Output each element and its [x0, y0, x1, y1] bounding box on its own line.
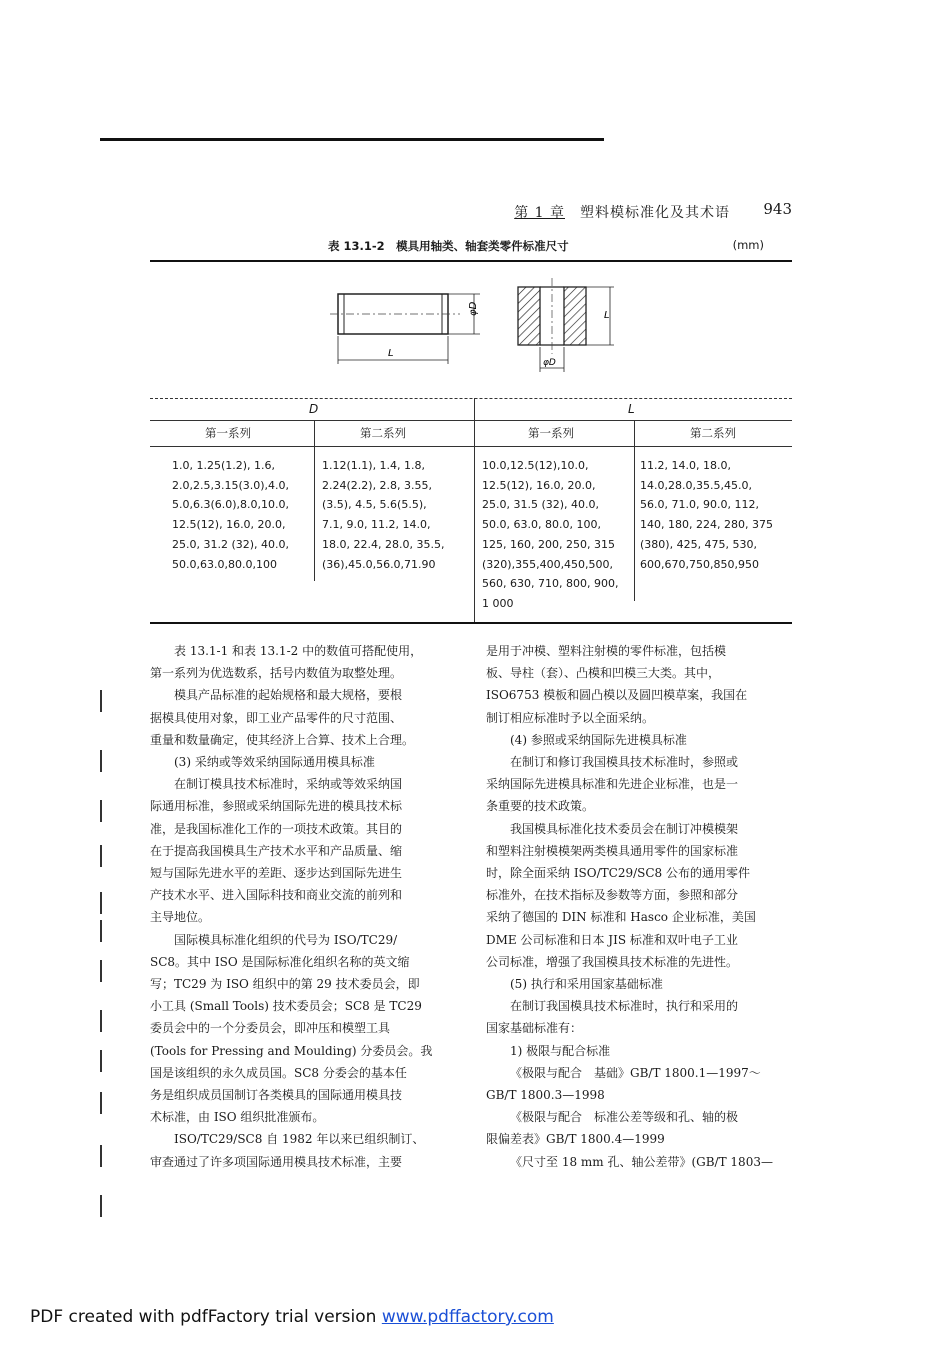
text-line: 条重要的技术政策。 — [486, 799, 595, 814]
text-line: 1) 极限与配合标准 — [510, 1043, 611, 1058]
pdf-footer — [30, 1307, 554, 1327]
header-rule — [150, 420, 792, 421]
text-line: 在制订和修订我国模具技术标准时，参照或 — [510, 755, 739, 770]
text-line: (3) 采纳或等效采纳国际通用模具标准 — [174, 755, 375, 770]
margin-change-bar — [100, 800, 102, 822]
table-unit: (mm) — [732, 238, 764, 252]
text-line: 限偏差表》GB/T 1800.4—1999 — [486, 1132, 665, 1147]
page-number: 943 — [763, 200, 792, 218]
text-line: 表 13.1-1 和表 13.1-2 中的数值可搭配使用， — [174, 644, 423, 658]
text-line: (4) 参照或采纳国际先进模具标准 — [510, 732, 687, 747]
chapter-number: 第 1 章 — [514, 205, 565, 221]
sleeve-drawing — [518, 278, 614, 372]
shaft-drawing — [330, 294, 480, 364]
text-line: 在制订我国模具技术标准时，执行和采用的 — [510, 999, 739, 1014]
text-line: 重量和数量确定，使其经济上合算、技术上合理。 — [150, 732, 415, 747]
text-line: 产技术水平、进入国际科技和商业交流的前列和 — [150, 888, 403, 903]
text-line: (5) 执行和采用国家基础标准 — [510, 977, 663, 992]
part-figure — [320, 272, 650, 377]
text-line: 是用于冲模、塑料注射模的零件标准，包括模 — [486, 644, 727, 658]
subheader-l-second: 第二系列 — [690, 426, 736, 440]
table-divider-l — [634, 421, 635, 601]
text-line: 国际模具标准化组织的代号为 ISO/TC29/ — [174, 932, 398, 947]
subheader-d-first: 第一系列 — [205, 426, 251, 440]
text-line: 《尺寸至 18 mm 孔、轴公差带》(GB/T 1803— — [510, 1154, 773, 1169]
text-line: 和塑料注射模模架两类模具通用零件的国家标准 — [486, 843, 739, 858]
margin-change-bar — [100, 690, 102, 712]
text-line: ISO6753 模板和圆凸模以及圆凹模草案，我国在 — [486, 688, 748, 703]
shaft-dia-label: φD — [468, 301, 479, 316]
sleeve-len-label: L — [604, 310, 610, 321]
text-line: 公司标准，增强了我国模具技术标准的先进性。 — [486, 954, 739, 969]
margin-change-bar — [100, 1050, 102, 1072]
margin-change-bar — [100, 1145, 102, 1167]
table-divider-d — [314, 421, 315, 581]
margin-change-bar — [100, 1010, 102, 1032]
right-text-column — [486, 640, 792, 1173]
table-top-rule — [150, 398, 792, 400]
table-cell-l-first: 10.0,12.5(12),10.0, 12.5(12), 16.0, 20.0, 25.0, 31.5 (32), 40.0, 50.0, 63.0, 80.0, 100, 125, 160, 200, 250, 315 (320),355,400,450,500, 560, 630, 710, 800, 900, 1 000 — [482, 459, 619, 610]
text-line: (Tools for Pressing and Moulding) 分委员会。我 — [150, 1043, 433, 1058]
text-line: 制订相应标准时予以全面采纳。 — [486, 710, 655, 725]
text-line: DME 公司标准和日本 JIS 标准和双叶电子工业 — [486, 932, 738, 947]
table-cell-d-first: 1.0, 1.25(1.2), 1.6, 2.0,2.5,3.15(3.0),4.0, 5.0,6.3(6.0),8.0,10.0, 12.5(12), 16.0, 20.0, 25.0, 31.2 (32), 40.0, 50.0,63.0,80.0,100 — [172, 459, 290, 571]
caption-rule — [150, 260, 792, 262]
left-text-column — [150, 640, 456, 1173]
table-cell-l-second: 11.2, 14.0, 18.0, 14.0,28.0,35.5,45.0, 56.0, 71.0, 90.0, 112, 140, 180, 224, 280, 375 (380), 425, 475, 530, 600,670,750,850,950 — [640, 459, 773, 571]
shaft-len-label: L — [388, 348, 394, 359]
text-line: SC8。其中 ISO 是国际标准化组织名称的英文缩 — [150, 954, 410, 969]
text-line: 板、导柱（套）、凸模和凹模三大类。其中， — [486, 666, 721, 681]
text-line: 采纳国际先进模具标准和先进企业标准，也是一 — [486, 777, 739, 792]
text-line: 时，除全面采纳 ISO/TC29/SC8 公布的通用零件 — [486, 866, 751, 881]
footer-link[interactable]: www.pdffactory.com — [381, 1307, 554, 1327]
margin-change-bar — [100, 892, 102, 914]
text-line: 第一系列为优选数系，括号内数值为取整处理。 — [150, 666, 403, 681]
text-line: 主导地位。 — [150, 910, 211, 925]
table-caption-text: 表 13.1-2 模具用轴类、轴套类零件标准尺寸 — [328, 239, 569, 253]
table-divider-main — [474, 398, 475, 622]
running-title — [514, 202, 730, 222]
text-line: 委员会中的一个分委员会，即冲压和模塑工具 — [150, 1021, 391, 1036]
subheader-rule — [150, 446, 792, 447]
margin-change-bar — [100, 960, 102, 982]
running-header — [150, 200, 792, 222]
text-line: 在制订模具技术标准时，采纳或等效采纳国 — [174, 777, 403, 792]
text-line: 审查通过了许多项国际通用模具技术标准，主要 — [150, 1154, 403, 1169]
text-line: 国家基础标准有： — [486, 1021, 583, 1036]
text-line: 国是该组织的永久成员国。SC8 分委会的基本任 — [150, 1065, 407, 1080]
header-D: D — [309, 402, 319, 416]
margin-change-bar — [100, 920, 102, 942]
text-line: GB/T 1800.3—1998 — [486, 1088, 605, 1103]
text-line: 短与国际先进水平的差距、逐步达到国际先进生 — [150, 866, 403, 881]
subheader-d-second: 第二系列 — [360, 426, 406, 440]
text-line: 《极限与配合 标准公差等级和孔、轴的极 — [510, 1110, 739, 1125]
table-cell-d-second: 1.12(1.1), 1.4, 1.8, 2.24(2.2), 2.8, 3.55, (3.5), 4.5, 5.6(5.5), 7.1, 9.0, 11.2, 14.0, 18.0, 22.4, 28.0, 35.5, (36),45.0,56.0,71.90 — [322, 459, 445, 571]
chapter-title: 塑料模标准化及其术语 — [580, 205, 730, 221]
text-line: 模具产品标准的起始规格和最大规格，要根 — [174, 688, 403, 703]
text-line: 在于提高我国模具生产技术水平和产品质量、缩 — [150, 843, 403, 858]
text-line: 我国模具标准化技术委员会在制订冲模模架 — [510, 821, 739, 836]
subheader-l-first: 第一系列 — [528, 426, 574, 440]
text-line: ISO/TC29/SC8 自 1982 年以来已组织制订、 — [174, 1132, 425, 1147]
text-line: 标准外，在技术指标及参数等方面，参照和部分 — [486, 888, 739, 903]
sleeve-dia-label: φD — [543, 358, 556, 368]
text-line: 准，是我国标准化工作的一项技术政策。其目的 — [150, 821, 403, 836]
margin-change-bar — [100, 1092, 102, 1114]
table-bottom-rule — [150, 622, 792, 624]
text-line: 小工具 (Small Tools) 技术委员会；SC8 是 TC29 — [150, 999, 422, 1014]
text-line: 采纳了德国的 DIN 标准和 Hasco 企业标准，美国 — [486, 910, 756, 925]
margin-change-bar — [100, 1195, 102, 1217]
text-line: 写；TC29 为 ISO 组织中的第 29 技术委员会，即 — [150, 977, 420, 992]
margin-change-bar — [100, 845, 102, 867]
text-line: 《极限与配合 基础》GB/T 1800.1—1997～ — [510, 1065, 761, 1080]
text-line: 务是组织成员国制订各类模具的国际通用模具技 — [150, 1088, 403, 1103]
margin-change-bar — [100, 750, 102, 772]
table-caption — [150, 238, 792, 258]
footer-text: PDF created with pdfFactory trial version — [30, 1307, 382, 1327]
text-line: 术标准，由 ISO 组织批准颁布。 — [150, 1110, 325, 1125]
text-line: 据模具使用对象，即工业产品零件的尺寸范围、 — [150, 710, 403, 725]
header-L: L — [628, 402, 635, 416]
top-rule — [100, 138, 604, 141]
text-line: 际通用标准，参照或采纳国际先进的模具技术标 — [150, 799, 403, 814]
